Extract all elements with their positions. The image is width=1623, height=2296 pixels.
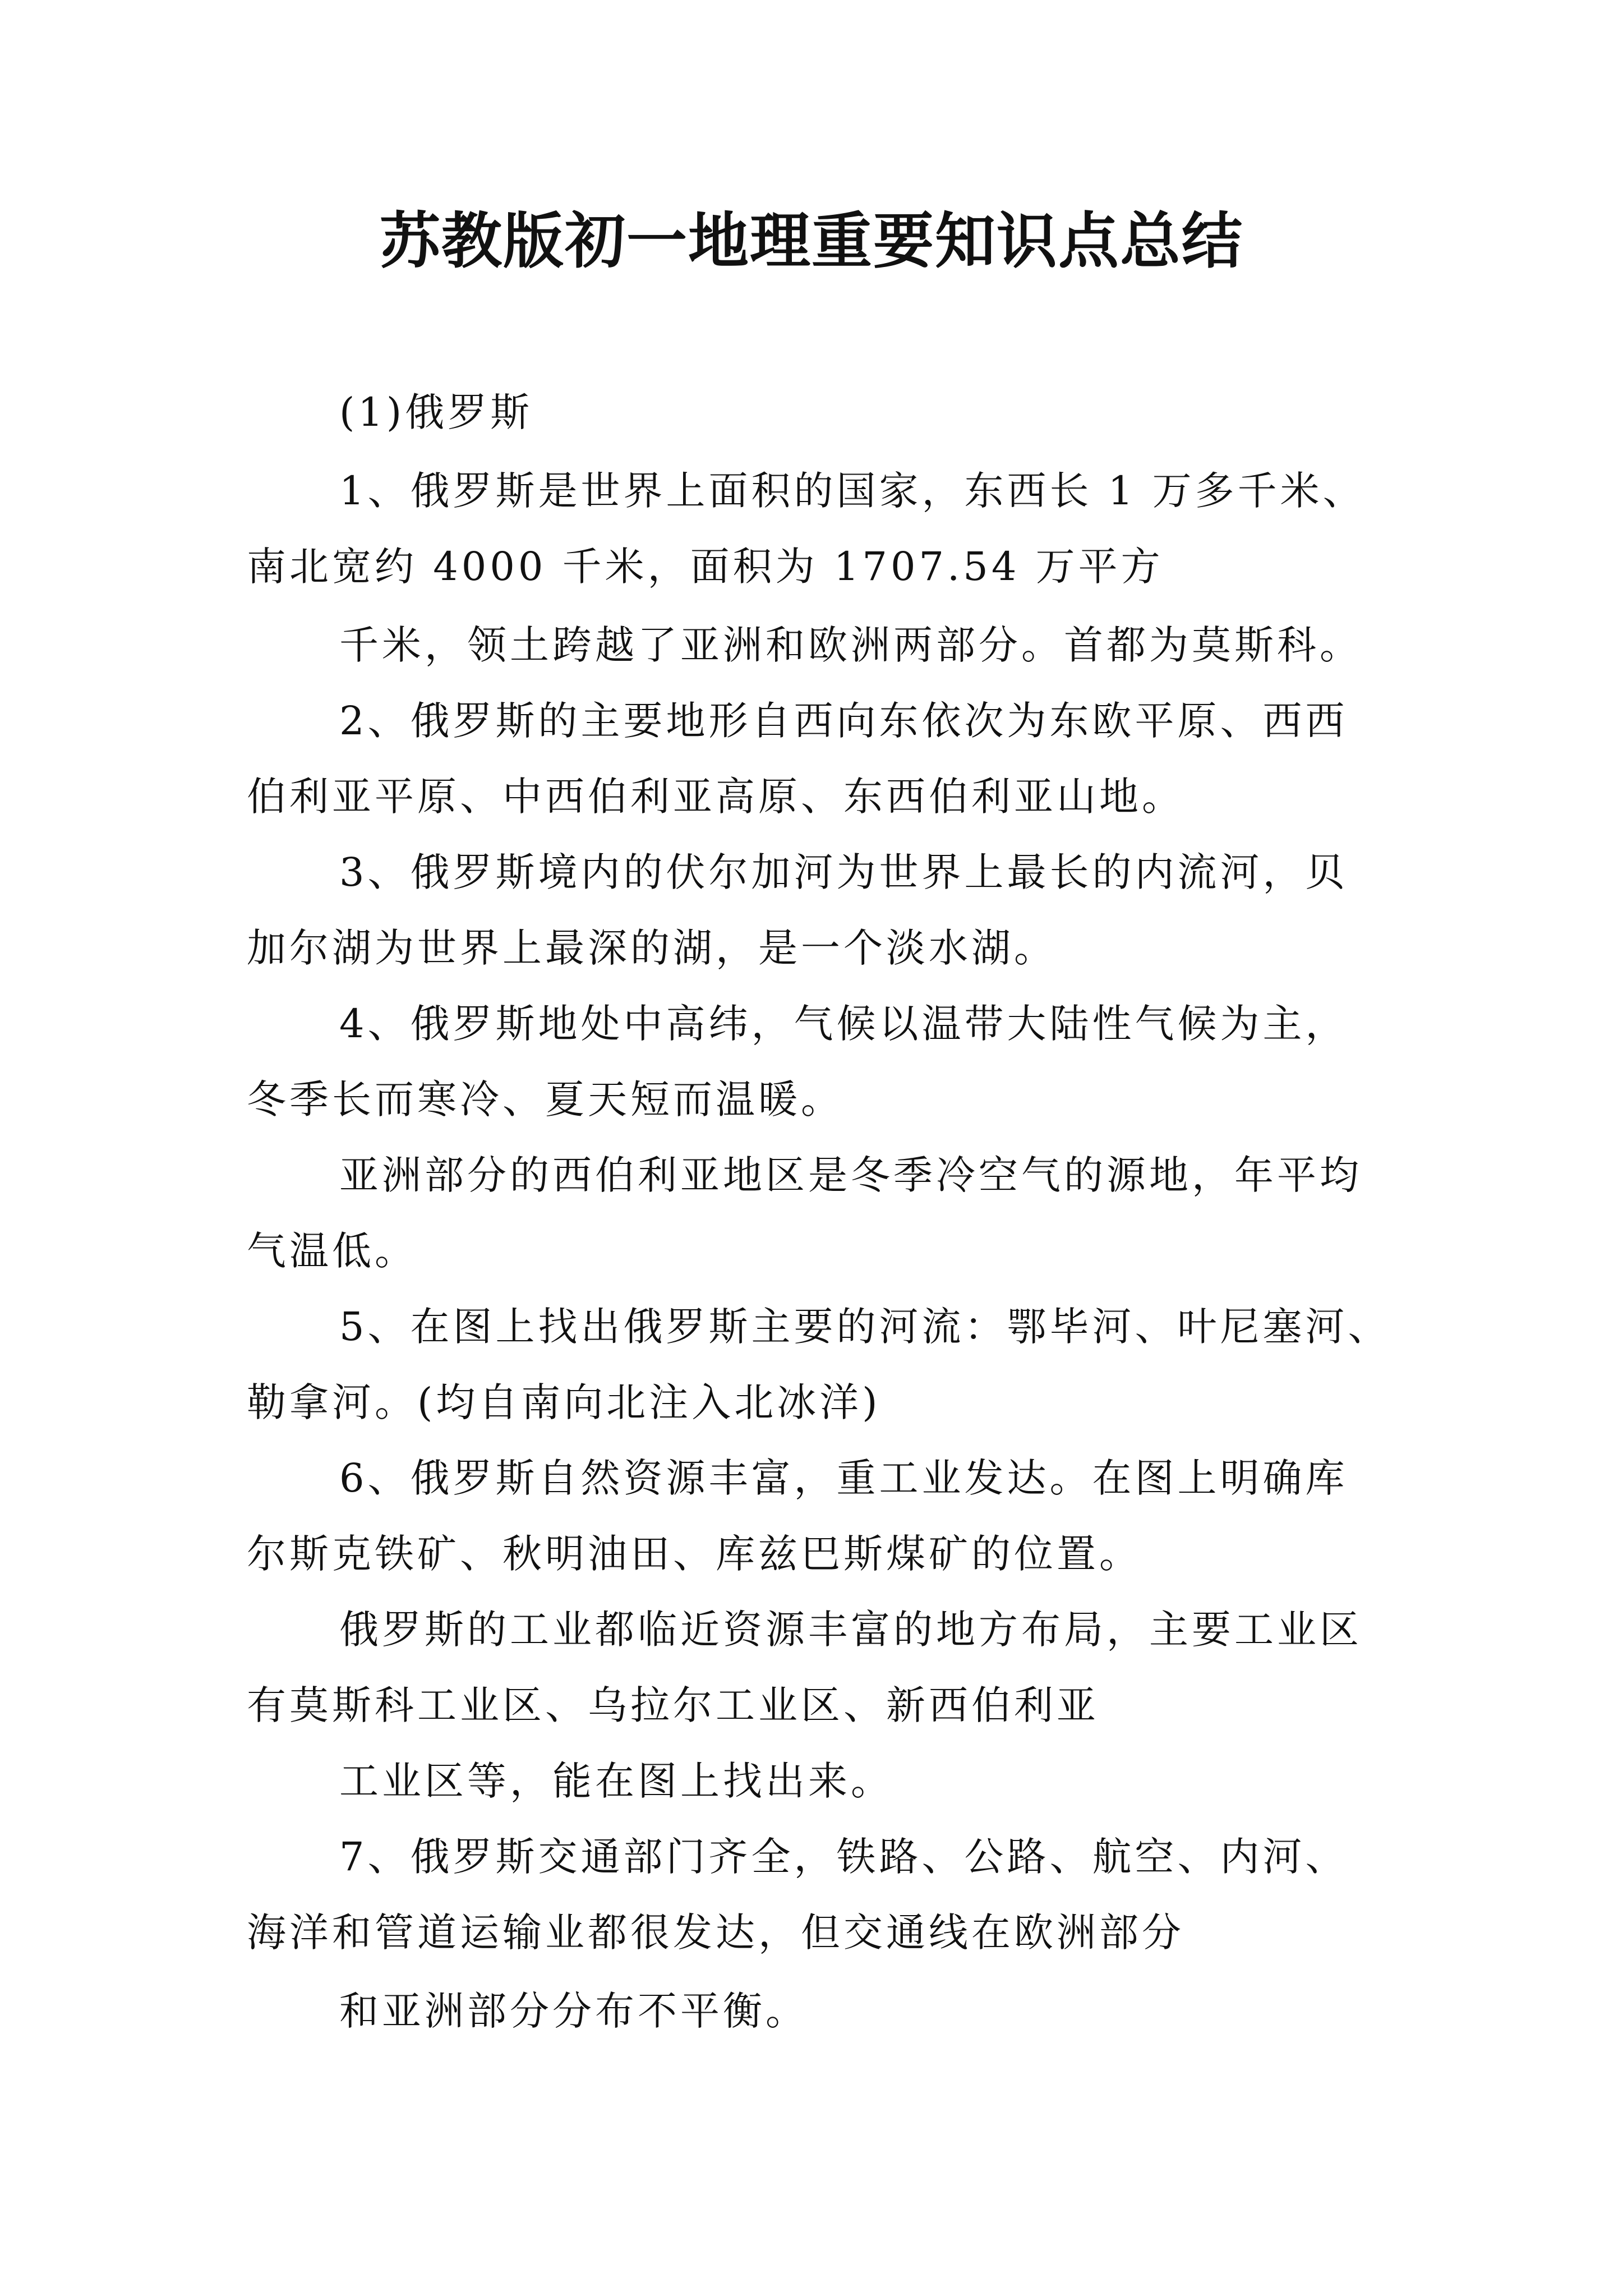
paragraph-line: 3、俄罗斯境内的伏尔加河为世界上最长的内流河，贝 — [339, 849, 1348, 895]
paragraph-line: 2、俄罗斯的主要地形自西向东依次为东欧平原、西西 — [339, 698, 1348, 744]
paragraph-line: 加尔湖为世界上最深的湖，是一个淡水湖。 — [247, 925, 1057, 971]
paragraph-line: 6、俄罗斯自然资源丰富，重工业发达。在图上明确库 — [339, 1455, 1348, 1501]
paragraph-line: 1、俄罗斯是世界上面积的国家，东西长 1 万多千米、 — [339, 468, 1366, 514]
section-heading: (1)俄罗斯 — [339, 389, 533, 435]
paragraph-line: 4、俄罗斯地处中高纬，气候以温带大陆性气候为主， — [339, 1001, 1348, 1047]
paragraph-line: 工业区等，能在图上找出来。 — [339, 1758, 893, 1804]
paragraph-line: 千米，领土跨越了亚洲和欧洲两部分。首都为莫斯科。 — [339, 622, 1362, 668]
paragraph-line: 5、在图上找出俄罗斯主要的河流：鄂毕河、叶尼塞河、 — [339, 1304, 1391, 1350]
paragraph-line: 和亚洲部分分布不平衡。 — [339, 1988, 808, 2034]
document-title: 苏教版初一地理重要知识点总结 — [379, 206, 1243, 277]
paragraph-line: 亚洲部分的西伯利亚地区是冬季冷空气的源地，年平均 — [339, 1152, 1362, 1198]
paragraph-line: 南北宽约 4000 千米，面积为 1707.54 万平方 — [247, 544, 1164, 590]
paragraph-line: 海洋和管道运输业都很发达，但交通线在欧洲部分 — [247, 1910, 1184, 1955]
paragraph-line: 伯利亚平原、中西伯利亚高原、东西伯利亚山地。 — [247, 774, 1184, 820]
paragraph-line: 7、俄罗斯交通部门齐全，铁路、公路、航空、内河、 — [339, 1834, 1348, 1880]
paragraph-line: 气温低。 — [247, 1228, 417, 1274]
paragraph-line: 有莫斯科工业区、乌拉尔工业区、新西伯利亚 — [247, 1682, 1099, 1728]
paragraph-line: 勒拿河。(均自南向北注入北冰洋) — [247, 1379, 881, 1425]
paragraph-line: 冬季长而寒冷、夏天短而温暖。 — [247, 1076, 843, 1122]
paragraph-line: 俄罗斯的工业都临近资源丰富的地方布局，主要工业区 — [339, 1607, 1362, 1653]
paragraph-line: 尔斯克铁矿、秋明油田、库兹巴斯煤矿的位置。 — [247, 1531, 1142, 1577]
